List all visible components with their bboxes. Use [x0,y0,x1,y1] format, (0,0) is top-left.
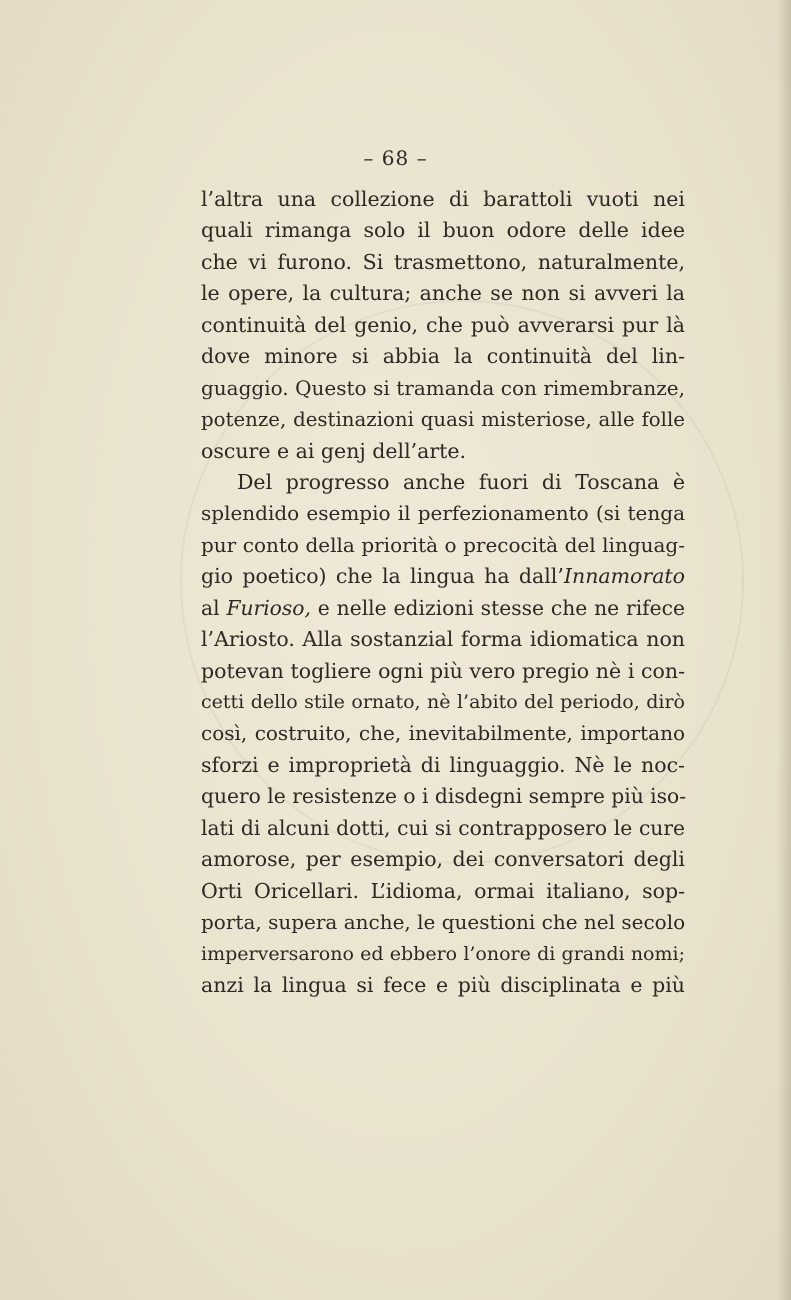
text-segment: che vi furono. Si trasmettono, naturalmente, [201,249,685,274]
text-segment: l’Ariosto. Alla sostanzial forma idiomatica non [201,627,685,652]
text-segment: cetti dello stile ornato, nè l’abito del periodo, dirò [201,691,685,713]
text-line [201,970,685,1001]
text-segment: anzi la lingua si fece e più disciplinata e più [201,972,685,997]
text-segment: dove minore si abbia la continuità del lin- [201,344,685,369]
text-segment: Orti Oricellari. L’idioma, ormai italiano, sop- [201,878,685,903]
text-segment: e nelle edizioni stesse che ne rifece [310,595,685,620]
text-segment: porta, supera anche, le questioni che nel secolo [201,910,686,935]
text-line [201,467,685,498]
text-segment: gio poetico) che la lingua ha dall’ [201,564,564,589]
text-line [201,373,685,404]
text-line [201,656,685,687]
text-segment: potenze, destinazioni quasi misteriose, alle folle [201,408,685,432]
text-segment: sforzi e improprietà di linguaggio. Nè le noc- [201,752,685,777]
text-line [201,939,685,970]
text-segment: lati di alcuni dotti, cui si contrapposero le cure [201,815,685,840]
text-line [201,718,685,749]
text-segment: imperversarono ed ebbero l’onore di grandi nomi; [201,942,685,965]
text-line [201,247,685,278]
page-number: – 68 – [363,146,428,170]
text-line [201,687,685,718]
text-line [201,310,685,341]
text-line [201,215,685,246]
text-segment: le opere, la cultura; anche se non si avveri la [201,281,685,306]
text-segment: l’altra una collezione di barattoli vuoti nei [201,187,685,211]
text-line [201,844,685,875]
text-segment: quali rimanga solo il buon odore delle idee [201,218,685,243]
italic-title: Innamorato [563,564,685,589]
text-segment: splendido esempio il perfezionamento (si tenga [201,501,685,526]
text-line [201,813,685,844]
italic-title: Furioso, [226,595,311,620]
text-segment: amorose, per esempio, dei conversatori degli [201,847,685,872]
text-line [201,498,685,529]
text-line [201,278,685,309]
text-segment: quero le resistenze o i disdegni sempre più iso- [201,784,687,809]
text-segment: pur conto della priorità o precocità del linguag- [201,532,685,557]
text-line [201,750,685,781]
text-line [201,593,685,624]
text-line [201,341,685,372]
text-line [201,624,685,655]
text-segment: guaggio. Questo si tramanda con rimembranze, [201,375,685,400]
text-segment: continuità del genio, che può avverarsi pur là [201,312,685,337]
text-line [201,530,685,561]
text-segment: Del progresso anche fuori di Toscana è [237,469,685,494]
text-line [201,876,685,907]
text-segment: al [201,595,227,620]
text-segment: oscure e ai genj dell’arte. [201,438,467,463]
page-edge-shadow [777,0,791,1300]
text-segment: potevan togliere ogni più vero pregio nè i con- [201,658,685,683]
text-line [201,184,685,215]
body-text [201,184,685,1001]
text-segment: così, costruito, che, inevitabilmente, importano [201,721,685,746]
text-line [201,404,685,435]
text-line [201,907,685,938]
text-line [201,561,685,592]
text-line [201,781,685,812]
text-line [201,436,685,467]
